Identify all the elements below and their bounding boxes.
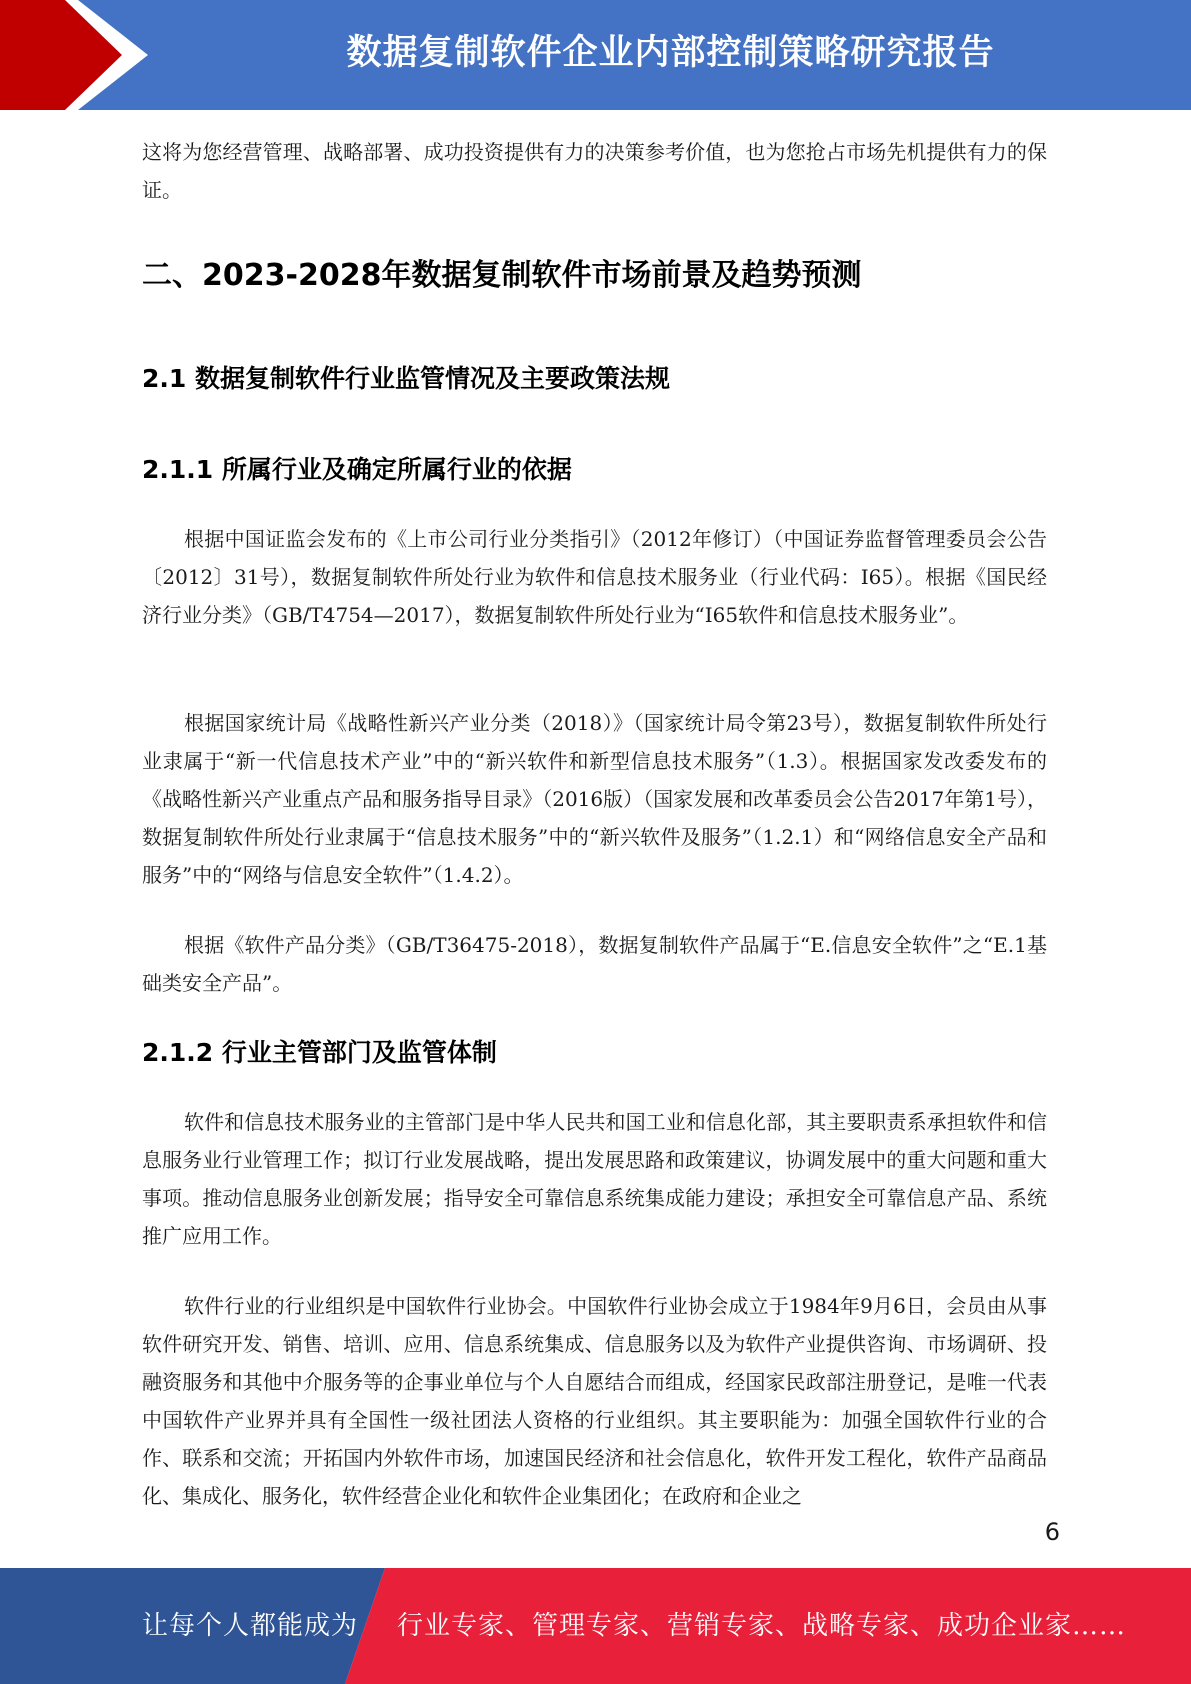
header-chevron-decoration bbox=[0, 0, 150, 110]
paragraph-regulator: 软件和信息技术服务业的主管部门是中华人民共和国工业和信息化部，其主要职责系承担软件和信息服务业行业管理工作；拟订行业发展战略，提出发展思路和政策建议，协调发展中的重大问题和重大事项。推动信息服务业创新发展；指导安全可靠信息系统集成能力建设；承担安全可靠信息产品、系统推广应用工作。 bbox=[142, 1110, 1047, 1248]
footer-slogan-left: 让每个人都能成为 bbox=[142, 1611, 359, 1641]
report-header bbox=[0, 0, 1191, 110]
subsection-heading: 2.1 数据复制软件行业监管情况及主要政策法规 bbox=[142, 364, 670, 393]
section-heading: 二、2023-2028年数据复制软件市场前景及趋势预测 bbox=[142, 258, 862, 293]
paragraph-industry-association: 软件行业的行业组织是中国软件行业协会。中国软件行业协会成立于1984年9月6日，会员由从事软件研究开发、销售、培训、应用、信息系统集成、信息服务以及为软件产业提供咨询、市场调研、投融资服务和其他中介服务等的企事业单位与个人自愿结合而组成，经国家民政部注册登记，是唯一代表中国软件产业界并具有全国性一级社团法人资格的行业组织。其主要职能为：加强全国软件行业的合作、联系和交流；开拓国内外软件市场，加速国民经济和社会信息化，软件开发工程化，软件产品商品化、集成化、服务化，软件经营企业化和软件企业集团化；在政府和企业之 bbox=[142, 1294, 1047, 1508]
page-number: 6 bbox=[1044, 1518, 1060, 1546]
intro-paragraph: 这将为您经营管理、战略部署、成功投资提供有力的决策参考价值，也为您抢占市场先机提供有力的保证。 bbox=[142, 140, 1047, 202]
footer-slogan-right: 行业专家、管理专家、营销专家、战略专家、成功企业家…… bbox=[397, 1611, 1127, 1641]
paragraph-industry-classification: 根据中国证监会发布的《上市公司行业分类指引》（2012年修订）（中国证券监督管理委员会公告〔2012〕31号），数据复制软件所处行业为软件和信息技术服务业（行业代码：I65）。根据《国民经济行业分类》（GB/T4754—2017），数据复制软件所处行业为“I65软件和信息技术服务业”。 bbox=[142, 527, 1047, 627]
paragraph-software-product-class: 根据《软件产品分类》（GB/T36475-2018），数据复制软件产品属于“E.信息安全软件”之“E.1基础类安全产品”。 bbox=[142, 933, 1047, 995]
report-title: 数据复制软件企业内部控制策略研究报告 bbox=[346, 33, 995, 73]
report-footer bbox=[0, 1568, 1191, 1684]
heading-2-1-2: 2.1.2 行业主管部门及监管体制 bbox=[142, 1038, 497, 1067]
heading-2-1-1: 2.1.1 所属行业及确定所属行业的依据 bbox=[142, 455, 572, 484]
paragraph-strategic-industry: 根据国家统计局《战略性新兴产业分类（2018）》（国家统计局令第23号），数据复制软件所处行业隶属于“新一代信息技术产业”中的“新兴软件和新型信息技术服务”（1.3）。根据国家发改委发布的《战略性新兴产业重点产品和服务指导目录》（2016版）（国家发展和改革委员会公告2017年第1号），数据复制软件所处行业隶属于“信息技术服务”中的“新兴软件及服务”（1.2.1）和“网络信息安全产品和服务”中的“网络与信息安全软件”（1.4.2）。 bbox=[142, 711, 1047, 887]
